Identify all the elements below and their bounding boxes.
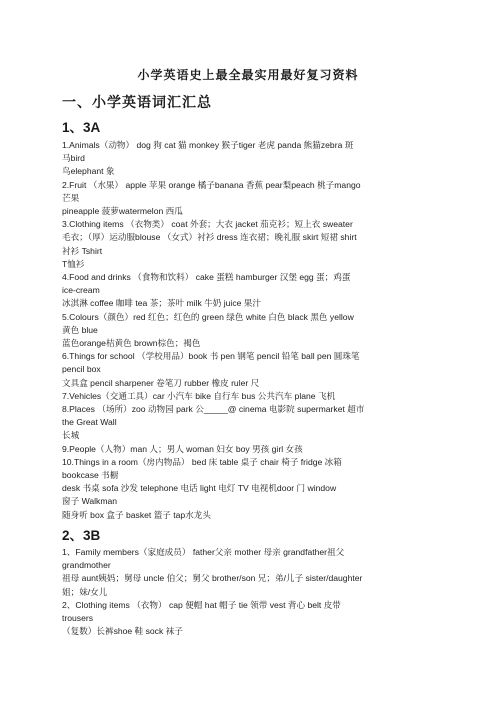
text-line: 长城 — [62, 430, 80, 441]
text-line: grandmother — [62, 560, 111, 571]
text-line: bookcase 书橱 — [62, 470, 119, 481]
text-line: 芒果 — [62, 192, 80, 203]
text-line: 10.Things in a room（房内物品） bed 床 table 桌子 chair 椅子 fridge 冰箱 — [62, 456, 342, 467]
text-line: pineapple 菠萝watermelon 西瓜 — [62, 206, 183, 217]
text-line: 8.Places （场所）zoo 动物园 park 公_____@ cinema 电影院 supermarket 超市 — [62, 404, 365, 415]
text-line: trousers — [62, 613, 94, 624]
unit-body-3b — [62, 546, 440, 638]
text-line: 祖母 aunt姨妈；舅母 uncle 伯父；舅父 brother/son 兄；弟/儿子 sister/daughter — [62, 573, 363, 584]
document-title: 小学英语史上最全最实用最好复习资料 — [137, 68, 359, 82]
text-line: T恤衫 — [62, 258, 85, 269]
text-line: 黄色 blue — [62, 324, 98, 335]
text-line: 9.People（人物）man 人；男人 woman 妇女 boy 男孩 girl 女孩 — [62, 443, 303, 454]
text-line: 1.Animals（动物） dog 狗 cat 猫 monkey 猴子tiger 老虎 panda 熊猫zebra 斑 — [62, 140, 354, 150]
text-line: pencil box — [62, 364, 101, 375]
text-line: 6.Things for school （学校用品）book 书 pen 钢笔 pencil 铅笔 ball pen 圆珠笔 — [62, 351, 360, 362]
text-line: 蓝色orange桔黄色 brown棕色；褐色 — [62, 338, 201, 349]
text-line: 窗子 Walkman — [62, 496, 118, 507]
unit-heading-3a: 1、3A — [62, 120, 101, 135]
text-line: 2、Clothing items （衣物） cap 便帽 hat 帽子 tie 领带 vest 背心 belt 皮带 — [62, 599, 341, 610]
text-line: desk 书桌 sofa 沙发 telephone 电话 light 电灯 TV 电视机door 门 window — [62, 483, 337, 494]
text-line: 毛衣；（厚）运动服blouse （女式）衬衫 dress 连衣裙；晚礼服 skirt 短裙 shirt — [62, 232, 357, 243]
text-line: 4.Food and drinks （食物和饮料） cake 蛋糕 hamburger 汉堡 egg 蛋；鸡蛋 — [62, 272, 351, 283]
text-line: 3.Clothing items （衣物类） coat 外套；大衣 jacket 茄克衫；短上衣 sweater — [62, 219, 353, 230]
text-line: 鸟elephant 象 — [62, 166, 115, 177]
text-line: ice-cream — [62, 285, 100, 296]
text-line: 2.Fruit （水果） apple 苹果 orange 橘子banana 香蕉 pear梨peach 桃子mango — [62, 179, 361, 190]
unit-body-3a — [62, 139, 440, 522]
text-line: （复数）长裤shoe 鞋 sock 袜子 — [62, 626, 183, 637]
text-line: 冰淇淋 coffee 咖啡 tea 茶；茶叶 milk 牛奶 juice 果汁 — [62, 298, 261, 309]
text-line: 姐；妹/女儿 — [62, 586, 108, 597]
section-heading: 一、小学英语词汇汇总 — [62, 95, 212, 111]
text-line: 文具盒 pencil sharpener 卷笔刀 rubber 橡皮 ruler 尺 — [62, 377, 260, 388]
unit-heading-3b: 2、3B — [62, 528, 101, 543]
text-line: 5.Colours（颜色）red 红色；红色的 green 绿色 white 白色 black 黑色 yellow — [62, 311, 354, 322]
text-line: the Great Wall — [62, 417, 117, 428]
text-line: 7.Vehicles（交通工具）car 小汽车 bike 自行车 bus 公共汽车 plane 飞机 — [62, 390, 336, 401]
text-line: 1、Family members（家庭成员） father父亲 mother 母亲 grandfather祖父 — [62, 547, 345, 557]
text-line: 衬衫 Tshirt — [62, 245, 103, 256]
text-line: 马bird — [62, 153, 85, 164]
text-line: 随身听 box 盒子 basket 篮子 tap水龙头 — [62, 509, 211, 520]
